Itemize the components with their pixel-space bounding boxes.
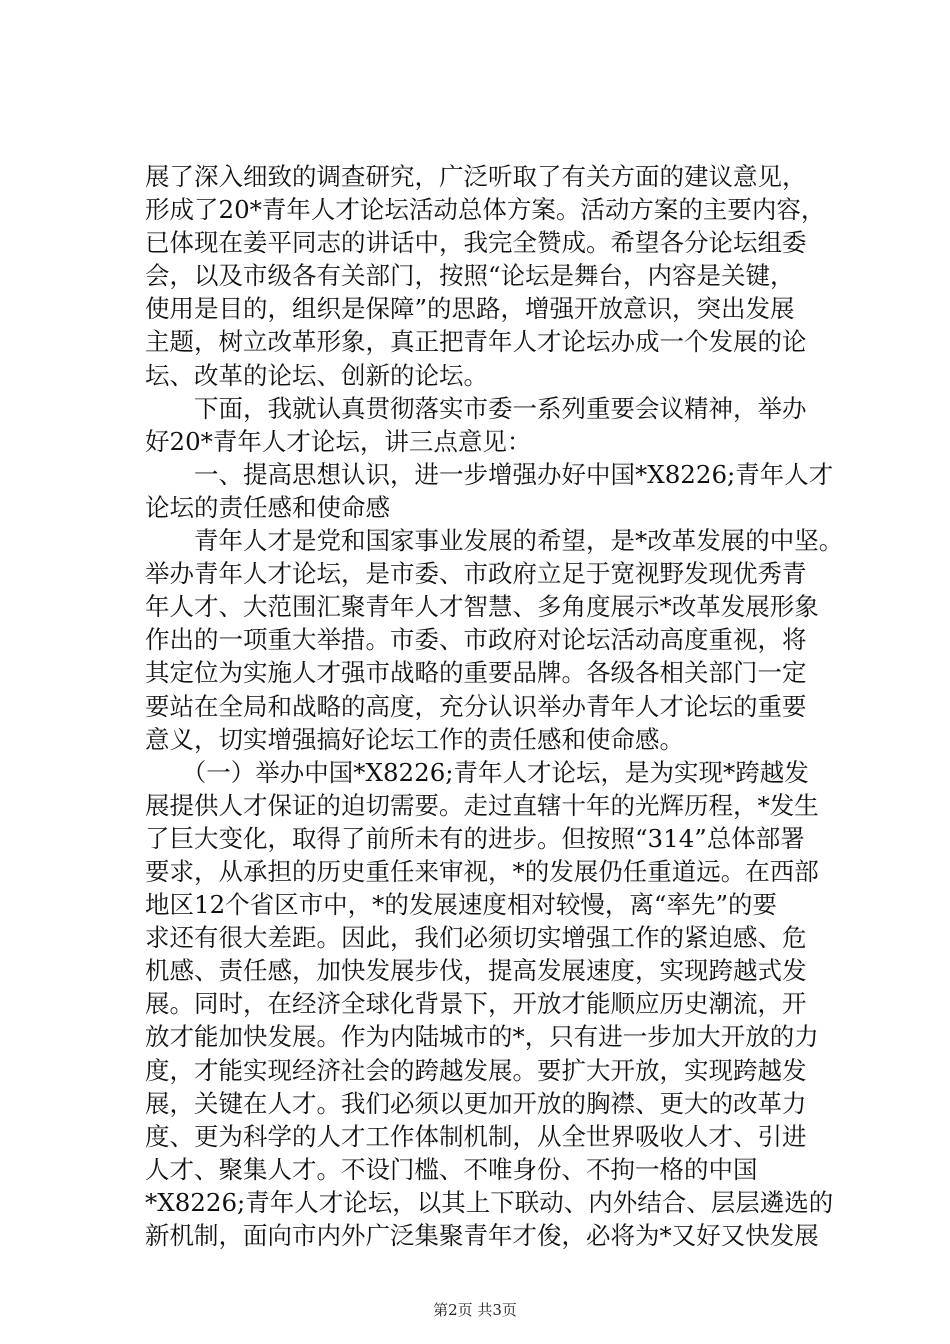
text-line: 放才能加快发展。作为内陆城市的*，只有进一步加大开放的力 xyxy=(145,1022,819,1052)
text-line: 新机制，面向市内外广泛集聚青年才俊，必将为*又好又快发展 xyxy=(145,1221,819,1250)
text-line: 展，关键在人才。我们必须以更加开放的胸襟、更大的改革力 xyxy=(145,1088,807,1118)
text-line: 作出的一项重大举措。市委、市政府对论坛活动高度重视，将 xyxy=(145,625,807,655)
text-line: 已体现在姜平同志的讲话中，我完全赞成。希望各分论坛组委 xyxy=(145,228,807,258)
text-line: 人才、聚集人才。不设门槛、不唯身份、不拘一格的中国 xyxy=(145,1154,758,1184)
text-line: 求还有很大差距。因此，我们必须切实增强工作的紧迫感、危 xyxy=(145,923,807,953)
text-line: 坛、改革的论坛、创新的论坛。 xyxy=(145,360,488,390)
text-line: 要站在全局和战略的高度，充分认识举办青年人才论坛的重要 xyxy=(145,691,807,721)
text-line: 年人才、大范围汇聚青年人才智慧、多角度展示*改革发展形象 xyxy=(145,592,819,622)
text-line: 意义，切实增强搞好论坛工作的责任感和使命感。 xyxy=(145,724,684,754)
text-line: （一）举办中国*X8226;青年人才论坛，是为实现*跨越发 xyxy=(145,757,809,787)
text-line: 青年人才是党和国家事业发展的希望，是*改革发展的中坚。 xyxy=(145,526,844,556)
text-line: 形成了20*青年人才论坛活动总体方案。活动方案的主要内容， xyxy=(145,195,826,225)
text-line: 会，以及市级各有关部门，按照“论坛是舞台，内容是关键， xyxy=(145,261,795,291)
text-line: 要求，从承担的历史重任来审视，*的发展仍任重道远。在西部 xyxy=(145,856,819,886)
section-heading-line: 论坛的责任感和使命感 xyxy=(145,492,390,522)
text-line: 展提供人才保证的迫切需要。走过直辖十年的光辉历程，*发生 xyxy=(145,790,819,820)
text-line: 度、更为科学的人才工作体制机制，从全世界吸收人才、引进 xyxy=(145,1121,807,1151)
text-line: 机感、责任感，加快发展步伐，提高发展速度，实现跨越式发 xyxy=(145,956,807,986)
text-line: 地区12个省区市中，*的发展速度相对较慢，离“率先”的要 xyxy=(145,890,777,920)
text-line: 举办青年人才论坛，是市委、市政府立足于宽视野发现优秀青 xyxy=(145,559,807,589)
section-heading-line: 一、提高思想认识，进一步增强办好中国*X8226;青年人才 xyxy=(145,459,834,489)
text-line: 展。同时，在经济全球化背景下，开放才能顺应历史潮流，开 xyxy=(145,989,807,1019)
text-line: 好20*青年人才论坛，讲三点意见： xyxy=(145,426,532,456)
text-line: 主题，树立改革形象，真正把青年人才论坛办成一个发展的论 xyxy=(145,327,807,357)
text-line: 下面，我就认真贯彻落实市委一系列重要会议精神，举办 xyxy=(145,393,807,423)
text-line: 了巨大变化，取得了前所未有的进步。但按照“314”总体部署 xyxy=(145,823,805,853)
page-number-footer: 第2页 共3页 xyxy=(433,1301,517,1319)
text-line: 使用是目的，组织是保障”的思路，增强开放意识，突出发展 xyxy=(145,294,795,324)
text-line: 其定位为实施人才强市战略的重要品牌。各级各相关部门一定 xyxy=(145,658,807,688)
document-body xyxy=(145,160,845,1252)
text-line: *X8226;青年人才论坛，以其上下联动、内外结合、层层遴选的 xyxy=(145,1187,834,1217)
text-line: 度，才能实现经济社会的跨越发展。要扩大开放，实现跨越发 xyxy=(145,1055,807,1085)
text-line: 展了深入细致的调查研究，广泛听取了有关方面的建议意见， xyxy=(145,162,807,191)
